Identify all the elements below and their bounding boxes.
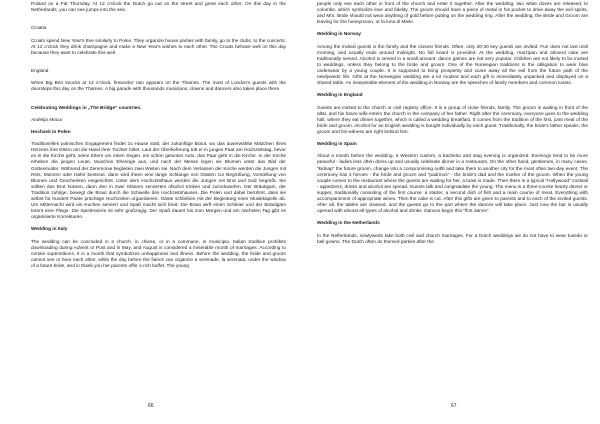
croatia-paragraph: Croats spend New Year's Eve similarly to Poles. They organize house parties with family, go to the clubs, to the concerts. At 12 o'clock they drink champagne and make a New Year's wishes to each other. The Croats behave well on this day because they want to celebrate this well. [31, 38, 286, 56]
england-paragraph: When Big Ben knocks at 12 o'clock, fireworks' rain appears on the Thames. The most of London's guests with the doorsteps this day on the Thames. A big parade with thousands musicians, clowns and dancers also takes place there. [31, 81, 286, 93]
england-heading: England [31, 69, 49, 75]
netherlands-heading: Wedding in the Netherlands [317, 221, 380, 227]
page-number-right: 67 [451, 403, 457, 409]
poland-heading: Hochzeit in Polen [31, 129, 71, 135]
section-heading: Celebrating Weddings in „The Bridge" countries. [31, 105, 142, 111]
spain-heading: Wedding in Spain [317, 142, 357, 148]
wedding-england-paragraph: Guests are invited to the church or civil registry office. It is a group of close friends, family. The groom is waiting in front of the altar, and his future wife enters the church in the company of her father. Right after the ceremony, everyone goes to the wedding hall, where they eat dinner together, which is called a wedding breakfast. It comes from the tradition of the first, joint meal of the bride and groom. Alcohol for an English wedding is bought individually by each guest. Traditionally, the bride's father speaks, the groom and his witness are right behind him. [317, 105, 588, 135]
norway-paragraph: Among the invited guests is the family and the closest friends. Often, only 20-30 key guests are invited. Fun does not last until morning, and usually ends around midnight. No full board is provided. At the wedding, marzipan and almond cake are traditionally served. Alcohol is served in a small amount: dance games are not very popular. Children are not likely to be invited to weddings, unless they belong to the bride and groom. One of the Norwegian traditions is the obligation to wear blue underwear by a young couple. It is supposed to bring prosperity and scare away all the evil from the future path of the newlyweds' life. Gifts at the Norwegian wedding are a lot modest and each gift is immediately unpacked and displayed on a shared table. An inseparable element of the wedding in Norway are the speeches of family members and common toasts. [317, 44, 588, 87]
right-intro-paragraph: people only see each other in front of the church and enter it together. After the wedding, two white doves are released, le colombe, which symbolize love and fidelity. The groom should have a piece of metal in his pocket to drive away the evil spirits, and Mrs. Bride should not wear anything of gold before putting on the wedding ring. After the wedding, the Bride and Groom are leaving for the honeymoon, or la luna di Miele. [317, 2, 588, 26]
poland-paragraph: Traditionelles polnisches Engagement findet zu Hause statt, der zukünftige Braut, wo das auserwählte Mädchen ihres Herzens ihre Eltern um die Hand ihrer Tochter bittet. Laut der Überlieferung tritt er in junges Paar am Hochzeitstag, bevor es in die Kirche geht, seine Eltern um einen Segen. ein schön getuntes Auto, das Paar geht in die Kirche. In der Kirche erheben die jungen Leute, tauschen Eheringe aus, und nach der Messe legen sie Blumen unter das Bild der Gottesmutter. Während der Zeremonie begleiten zwei Weiten sie. Nach dem Verlassen der Kirche werden die Jungen mit Reis, Münzen oder Hafer bestreut. dann wird ihnen eine lange Schlange von Gästen zur Begrüßung, Vorstellung von Blumen und Geschenken eingerichtet. Unter dem Hochzeitshaus werden die Jungen mit Brot und Salz begrüßt. Sie sollten das Brot küssen, dann den in zwei Gläsern servierten Alkohol trinken und zurückwerfen. Der Bräutigam, der Tradition zufolge, bewegt die Braut durch die Schwelle des Hochzeitshauses. Die Polen und dabei berühmt, dass sie selbst für hundert Paare prächtige Hochzeiten organisieren. Gäste schließen mit der Begleitung einer Musikkapelle ab. Um Mitternacht wird ein Kuchen serviert und Spaß macht sich breit. Die Braut wirft einen Schleier und der Bräutigam trennt eine Fliege. Die Spielesserie ist sehr großzügig. Der Spaß dauert bis zum Morgen und am nächsten Tag gibt es organisierte Korrekturen. [31, 142, 286, 221]
norway-heading: Wedding in Norway [317, 32, 361, 38]
author-name: Andelija Mocur [31, 117, 63, 123]
italy-heading: Wedding in Italy [31, 227, 68, 233]
netherlands-paragraph: In the Netherlands, newlyweds take both civil and church marriages. For a Dutch weddings we do not have to wear tuxedo or ball gowns. The Dutch often do themed parties after the [317, 233, 588, 245]
left-intro-paragraph: Poland on a Fat Thursday. At 12 o'clock the Dutch go out on the street and greet each other. On this day in the Netherlands, you can see jumps into the sea. [31, 2, 286, 14]
right-page [300, 0, 600, 424]
spain-paragraph: About a month before the wedding, a Western custom, a bachelor and stag evening is organized. Evenings tend to be more peaceful - ladies less often dress up and usually celebrate dinner in a restaurant. On the other hand, gentlemen, in many cases, "kidnap" the future groom, change into a compromising outfit and take them to another city for the most often two-day event. The ceremony has 4 heroes - the bride and groom and "padrinos" - the bride's dad and the mother of the groom. When the young couple comes to the restaurant where the guests are waiting for her, a toast is made. Then there is a typical "Hollywood" cocktail - appetizers, drinks and alcohol are spread. Guests talk and congratulate the young. The menu is a three-course hearty dinner or supper, traditionally consisting of the first course: a starter, a second dish of fish and a main course of meat. Everything with accompaniment of appropriate wines. Then the cake is cut. After this gifts are given to parents and to each of the invited guests. After all, the tables are cleaned, and the guests go to the part where the dances will take place. Just now the bar is usually opened with almost all types of alcohol and drinks. Dances begin this "first dance" [317, 154, 588, 215]
page-number-left: 66 [148, 403, 154, 409]
italy-paragraph: The wedding can be concluded in a church, in chiesa, or in a commune, in municipio. Italian tradition prohibits downloading during Advent or Post and in May, and August is considered a miserable month of marriages. According to certain superstitions, it is a month that symbolizes unhappiness and illness. Before the wedding, the bride and groom cannot see or hear each other, while the day before the fiancé can organize a serenade, la serenata, under the window of a future bride, and in thank you her parents offer a rich buffet. The young [31, 239, 286, 270]
croatia-heading: Croatia [31, 26, 47, 32]
wedding-england-heading: Wedding in England [317, 93, 363, 99]
